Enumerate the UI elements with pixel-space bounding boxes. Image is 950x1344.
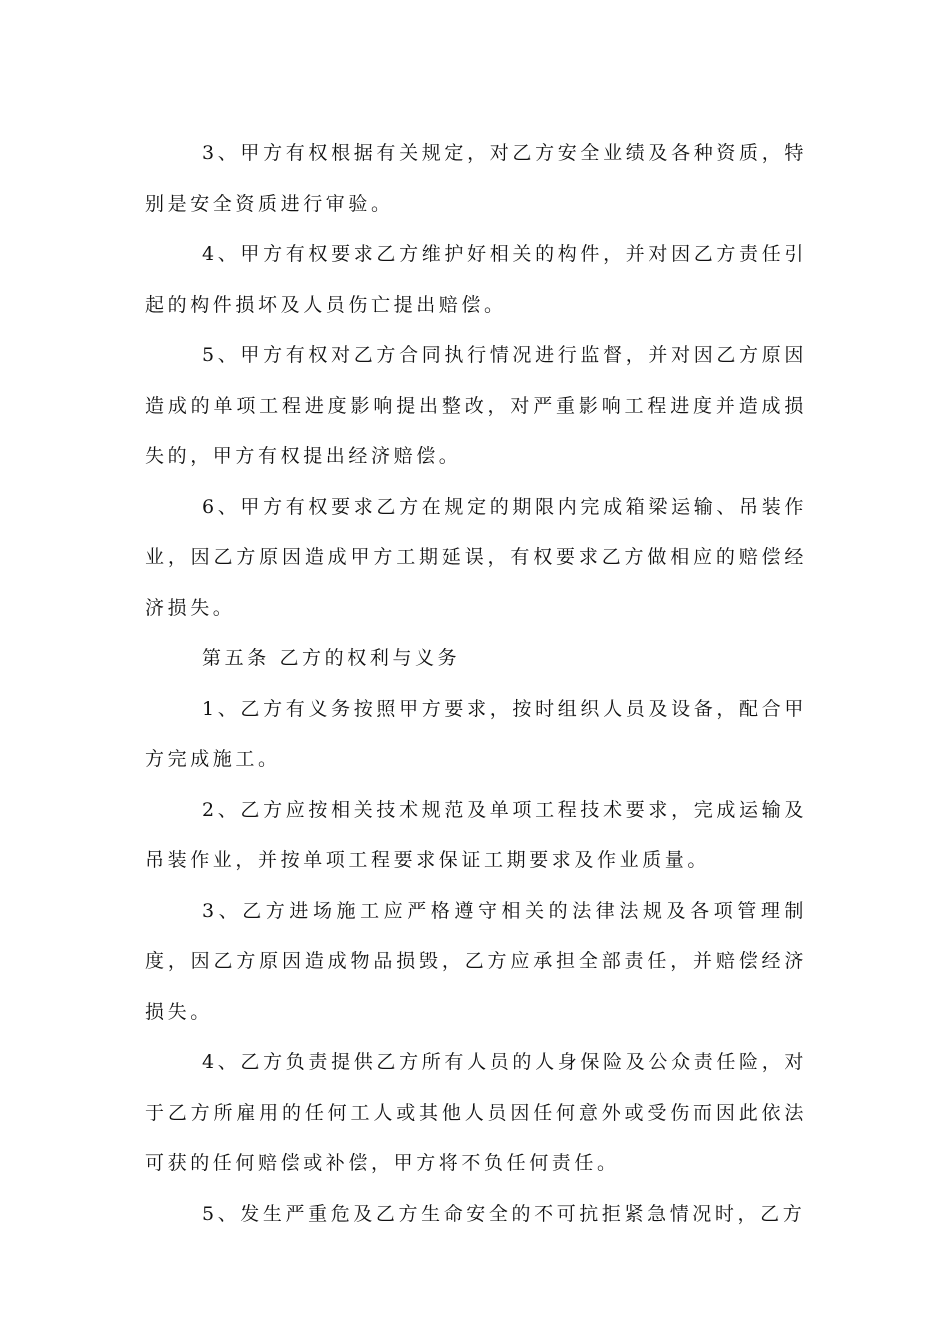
clause-5-5-paragraph: 5、发生严重危及乙方生命安全的不可抗拒紧急情况时，乙方 — [202, 1202, 806, 1225]
clause-5-4-paragraph: 4、乙方负责提供乙方所有人员的人身保险及公众责任险，对于乙方所雇用的任何工人或其他人员因任何意外或受伤而因此依法可获的任何赔偿或补偿，甲方将不负任何责任。 — [145, 1051, 807, 1174]
clause-4-4-paragraph: 4、甲方有权要求乙方维护好相关的构件，并对因乙方责任引起的构件损坏及人员伤亡提出赔偿。 — [145, 243, 807, 316]
article-5-heading: 第五条 乙方的权利与义务 — [202, 647, 461, 669]
clause-5-3-paragraph: 3、乙方进场施工应严格遵守相关的法律法规及各项管理制度，因乙方原因造成物品损毁，乙方应承担全部责任，并赔偿经济损失。 — [145, 899, 807, 1023]
clause-5-2-paragraph: 2、乙方应按相关技术规范及单项工程技术要求，完成运输及吊装作业，并按单项工程要求保证工期要求及作业质量。 — [145, 798, 807, 871]
clause-4-6-paragraph: 6、甲方有权要求乙方在规定的期限内完成箱梁运输、吊装作业，因乙方原因造成甲方工期延误，有权要求乙方做相应的赔偿经济损失。 — [145, 495, 807, 619]
contract-body — [145, 128, 807, 1239]
clause-5-1-paragraph: 1、乙方有义务按照甲方要求，按时组织人员及设备，配合甲方完成施工。 — [145, 697, 807, 770]
clause-4-5-paragraph: 5、甲方有权对乙方合同执行情况进行监督，并对因乙方原因造成的单项工程进度影响提出整改，对严重影响工程进度并造成损失的，甲方有权提出经济赔偿。 — [145, 344, 807, 467]
clause-4-3-paragraph: 3、甲方有权根据有关规定，对乙方安全业绩及各种资质，特别是安全资质进行审验。 — [145, 142, 807, 215]
